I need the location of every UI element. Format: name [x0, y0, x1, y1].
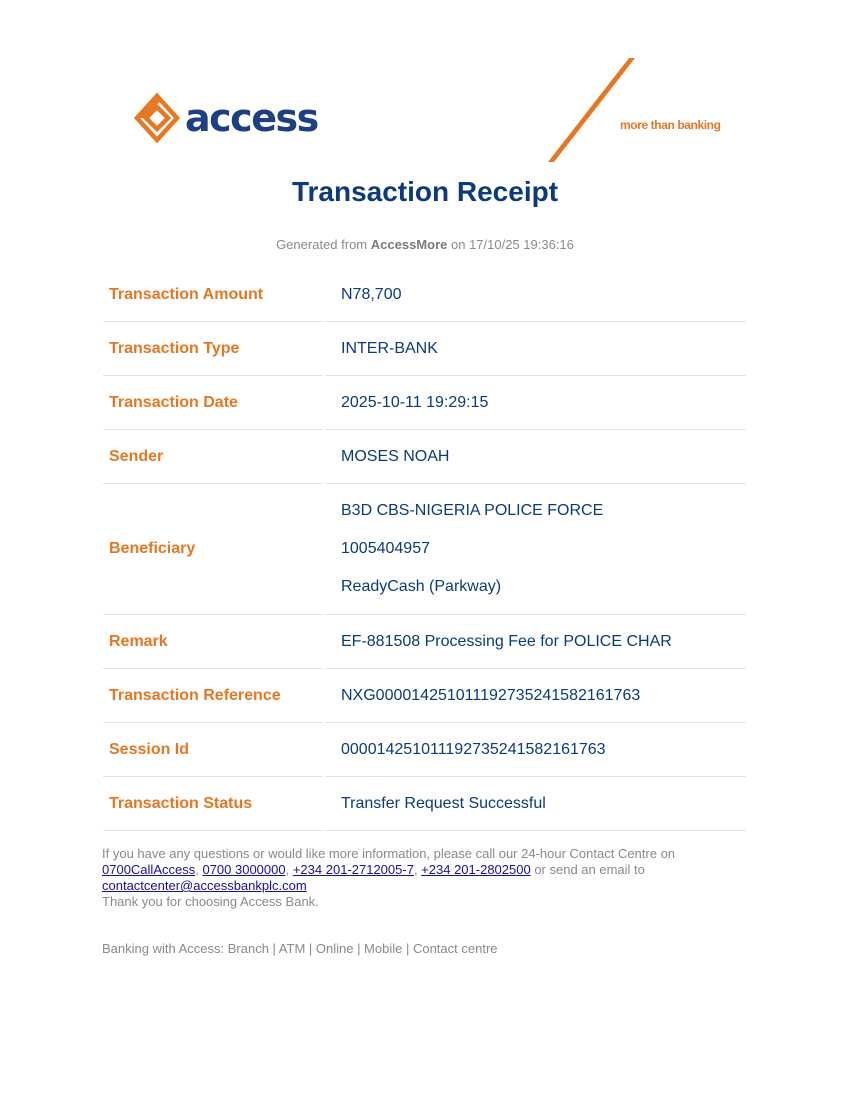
row-label: Remark — [103, 615, 323, 669]
table-row — [103, 484, 746, 615]
banking-channels: Banking with Access: Branch | ATM | Online | Mobile | Contact centre — [102, 941, 498, 956]
table-row — [103, 723, 746, 777]
row-value — [326, 669, 746, 723]
generated-suffix: on 17/10/25 19:36:16 — [451, 237, 574, 252]
access-diamond-icon — [133, 92, 189, 144]
value-text: N78,700 — [341, 285, 402, 303]
table-row — [103, 430, 746, 484]
receipt-table — [103, 268, 746, 831]
page-title: Transaction Receipt — [291, 176, 559, 207]
phone-link-0700[interactable]: 0700 3000000 — [202, 862, 286, 877]
phone-link-2802500[interactable]: +234 201-2802500 — [421, 862, 531, 877]
row-value — [326, 723, 746, 777]
row-label: Transaction Reference — [103, 669, 323, 723]
row-value — [326, 615, 746, 669]
row-label: Session Id — [103, 723, 323, 777]
value-text: MOSES NOAH — [341, 447, 450, 465]
row-value — [326, 268, 746, 322]
value-text: EF-881508 Processing Fee for POLICE CHAR — [341, 632, 672, 650]
access-logo — [133, 92, 318, 144]
row-value — [326, 430, 746, 484]
email-prefix: or send an email to — [534, 862, 645, 877]
row-label: Transaction Date — [103, 376, 323, 430]
generated-app: AccessMore — [370, 237, 448, 252]
row-label: Transaction Amount — [103, 268, 323, 322]
row-label: Transaction Status — [103, 777, 323, 831]
value-text: 1005404957 — [341, 540, 430, 557]
value-text: 000014251011192735241582161763 — [341, 740, 606, 758]
table-row — [103, 376, 746, 430]
row-label: Sender — [103, 430, 323, 484]
receipt-header — [0, 0, 850, 170]
contact-footer — [102, 846, 742, 910]
table-row — [103, 322, 746, 376]
generated-prefix: Generated from — [276, 237, 368, 252]
row-value — [326, 484, 746, 615]
table-row — [103, 777, 746, 831]
brand-tagline: more than banking — [620, 118, 721, 132]
contact-intro: If you have any questions or would like more information, please call our 24-hour Contact Centre on — [102, 846, 676, 861]
table-row — [103, 268, 746, 322]
thanks-text: Thank you for choosing Access Bank. — [102, 894, 319, 909]
value-text: NXG000014251011192735241582161763 — [341, 686, 641, 704]
contact-links: 0700CallAccess, 0700 3000000, +234 201-2712005-7, +234 201-2802500 or send an email to — [102, 862, 645, 877]
row-value — [326, 376, 746, 430]
phone-link-callaccess[interactable]: 0700CallAccess — [102, 862, 196, 877]
table-row — [103, 669, 746, 723]
row-value — [326, 322, 746, 376]
value-text: 2025-10-11 19:29:15 — [341, 393, 489, 411]
email-link[interactable]: contactcenter@accessbankplc.com — [102, 878, 307, 893]
row-label: Transaction Type — [103, 322, 323, 376]
generated-line — [0, 237, 850, 252]
phone-link-2712005[interactable]: +234 201-2712005-7 — [292, 862, 414, 877]
row-value — [326, 777, 746, 831]
table-row — [103, 615, 746, 669]
value-text: INTER-BANK — [341, 339, 438, 357]
value-text: B3D CBS-NIGERIA POLICE FORCE — [341, 502, 604, 519]
brand-name: access — [185, 96, 318, 140]
value-text: Transfer Request Successful — [341, 794, 546, 812]
row-label: Beneficiary — [103, 484, 323, 615]
value-text: ReadyCash (Parkway) — [341, 578, 502, 595]
brand-slash-graphic — [545, 56, 640, 164]
